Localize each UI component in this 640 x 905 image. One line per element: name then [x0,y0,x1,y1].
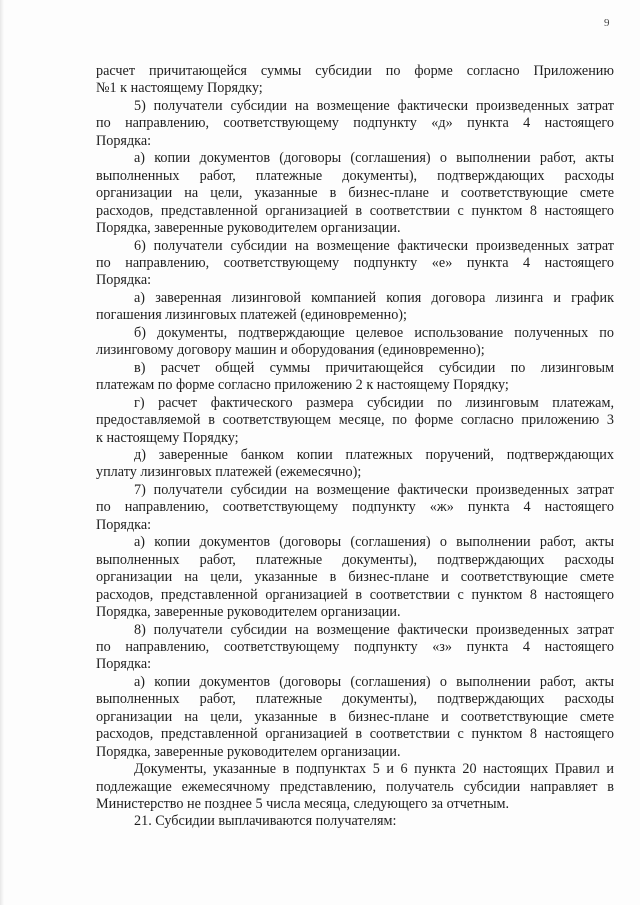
text-line: Порядка: [96,132,152,149]
text-line: №1 к настоящему Порядку; [96,80,263,97]
text-line: лизинговому договору машин и оборудования (единовременно); [96,342,485,359]
text-line: а) копии документов (договоры (соглашения) о выполнении работ, акты [134,673,614,690]
document-body [96,63,614,831]
text-line: д) заверенные банком копии платежных поручений, подтверждающих [134,446,614,463]
text-line: организации на цели, указанные в бизнес-плане и соответствующие смете [96,708,614,725]
paragraph [96,360,614,395]
text-line: расходов, представленной организацией в соответствии с пунктом 8 настоящего [96,726,614,743]
paragraph [96,290,614,325]
text-line: а) копии документов (договоры (соглашения) о выполнении работ, акты [134,534,614,551]
text-line: организации на цели, указанные в бизнес-плане и соответствующие смете [96,185,614,202]
text-line: организации на цели, указанные в бизнес-плане и соответствующие смете [96,569,614,586]
paragraph [96,238,614,290]
text-line: уплату лизинговых платежей (ежемесячно); [96,464,362,481]
text-line: выполненных работ, платежные документы), подтверждающих расходы [96,167,614,184]
text-line: Порядка: [96,656,152,673]
paragraph [96,482,614,534]
text-line: по направлению, соответствующему подпункту «ж» пункта 4 настоящего [96,499,614,516]
text-line: Порядка, заверенные руководителем организации. [96,604,401,621]
text-line: Порядка, заверенные руководителем организации. [96,220,401,237]
paragraph [96,813,614,830]
text-line: предоставляемой в соответствующем месяце, по форме согласно приложению 3 [96,412,614,429]
text-line: 6) получатели субсидии на возмещение фактически произведенных затрат [134,237,614,254]
text-line: 8) получатели субсидии на возмещение фактически произведенных затрат [134,621,614,638]
text-line: расчет причитающейся суммы субсидии по форме согласно Приложению [96,63,614,79]
text-line: Министерство не позднее 5 числа месяца, следующего за отчетным. [96,796,510,813]
paragraph [96,98,614,150]
text-line: б) документы, подтверждающие целевое использование полученных по [134,324,614,341]
text-line: платежам по форме согласно приложению 2 к настоящему Порядку; [96,377,509,394]
text-line: выполненных работ, платежные документы), подтверждающих расходы [96,551,614,568]
text-line: 7) получатели субсидии на возмещение фактически произведенных затрат [134,481,614,498]
paragraph [96,63,614,98]
text-line: расходов, представленной организацией в соответствии с пунктом 8 настоящего [96,586,614,603]
text-line: по направлению, соответствующему подпункту «з» пункта 4 настоящего [96,638,614,655]
text-line: 21. Субсидии выплачиваются получателям: [134,813,397,830]
paragraph [96,150,614,237]
paragraph [96,761,614,813]
text-line: а) копии документов (договоры (соглашения) о выполнении работ, акты [134,150,614,167]
paragraph [96,622,614,674]
paragraph [96,447,614,482]
paragraph [96,395,614,447]
paragraph [96,534,614,621]
text-line: погашения лизинговых платежей (единовременно); [96,307,407,324]
text-line: а) заверенная лизинговой компанией копия договора лизинга и график [134,289,614,306]
text-line: Порядка, заверенные руководителем организации. [96,743,401,760]
text-line: Порядка: [96,516,152,533]
page-number: 9 [604,17,610,29]
text-line: расходов, представленной организацией в соответствии с пунктом 8 настоящего [96,202,614,219]
text-line: 5) получатели субсидии на возмещение фактически произведенных затрат [134,97,614,114]
text-line: подлежащие ежемесячному представлению, получатель субсидии направляет в [96,778,614,795]
text-line: Порядка: [96,272,152,289]
text-line: по направлению, соответствующему подпункту «е» пункта 4 настоящего [96,254,614,271]
text-line: г) расчет фактического размера субсидии по лизинговым платежам, [134,394,614,411]
text-line: по направлению, соответствующему подпункту «д» пункта 4 настоящего [96,115,614,132]
text-line: к настоящему Порядку; [96,429,239,446]
text-line: выполненных работ, платежные документы), подтверждающих расходы [96,691,614,708]
paragraph [96,325,614,360]
text-line: в) расчет общей суммы причитающейся субсидии по лизинговым [134,359,614,376]
paragraph [96,674,614,761]
scan-edge-shadow [0,0,4,905]
text-line: Документы, указанные в подпунктах 5 и 6 пункта 20 настоящих Правил и [134,761,614,778]
